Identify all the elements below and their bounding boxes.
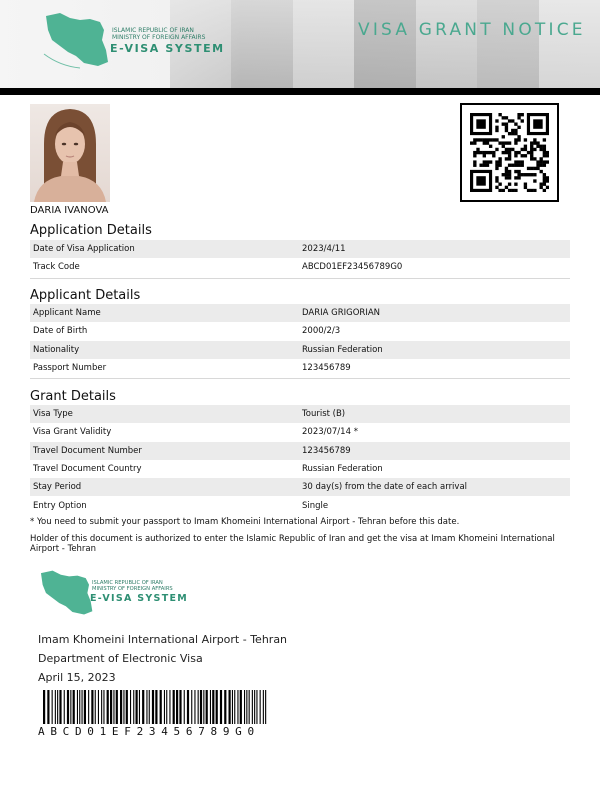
header-banner bbox=[0, 0, 600, 88]
barcode-icon bbox=[43, 690, 269, 724]
logo-ministry-text: MINISTRY OF FOREIGN AFFAIRS bbox=[92, 586, 173, 592]
row-value: Russian Federation bbox=[302, 464, 383, 475]
issue-date: April 15, 2023 bbox=[38, 671, 116, 684]
row-label: Track Code bbox=[33, 262, 80, 273]
note-authorization: Holder of this document is authorized to enter the Islamic Republic of Iran and get the visa at Imam Khomeini International Airport - Tehran bbox=[30, 534, 555, 554]
row-value: 2023/07/14 * bbox=[302, 427, 358, 438]
application-details-title: Application Details bbox=[30, 223, 152, 238]
issuer-department: Department of Electronic Visa bbox=[38, 652, 203, 665]
page-title: VISA GRANT NOTICE bbox=[358, 20, 586, 40]
row-value: ABCD01EF23456789G0 bbox=[302, 262, 403, 273]
iran-map-icon bbox=[40, 10, 110, 70]
barcode-text: ABCD01EF23456789G0 bbox=[38, 725, 260, 738]
table-row bbox=[30, 359, 570, 377]
evisa-logo-footer bbox=[36, 563, 196, 625]
row-label: Nationality bbox=[33, 344, 80, 355]
note-passport: * You need to submit your passport to Imam Khomeini International Airport - Tehran before this date. bbox=[30, 517, 460, 527]
row-value: DARIA GRIGORIAN bbox=[302, 308, 381, 319]
row-label: Entry Option bbox=[33, 500, 87, 511]
table-row bbox=[30, 423, 570, 441]
issuer-address: Imam Khomeini International Airport - Tehran bbox=[38, 633, 288, 646]
table-row bbox=[30, 258, 570, 276]
applicant-details-table bbox=[30, 304, 570, 379]
row-label: Visa Type bbox=[33, 409, 73, 420]
header-divider bbox=[0, 88, 600, 95]
grant-details-title: Grant Details bbox=[30, 389, 116, 404]
logo-system-text: E-VISA SYSTEM bbox=[90, 593, 189, 604]
row-label: Date of Visa Application bbox=[33, 244, 135, 255]
applicant-details-title: Applicant Details bbox=[30, 288, 141, 303]
row-label: Stay Period bbox=[33, 482, 82, 493]
row-value: Tourist (B) bbox=[302, 409, 346, 420]
row-label: Date of Birth bbox=[33, 326, 88, 337]
row-value: 2000/2/3 bbox=[302, 326, 341, 337]
table-row bbox=[30, 240, 570, 258]
table-row bbox=[30, 460, 570, 478]
row-label: Visa Grant Validity bbox=[33, 427, 112, 438]
notes bbox=[30, 517, 560, 561]
application-details-table bbox=[30, 240, 570, 279]
row-label: Travel Document Country bbox=[33, 464, 142, 475]
grant-details-table bbox=[30, 405, 570, 515]
logo-country-text: ISLAMIC REPUBLIC OF IRAN bbox=[112, 27, 194, 34]
table-row bbox=[30, 442, 570, 460]
qr-code bbox=[460, 103, 559, 202]
row-label: Applicant Name bbox=[33, 308, 101, 319]
table-row bbox=[30, 405, 570, 423]
row-label: Travel Document Number bbox=[33, 445, 142, 456]
holder-photo bbox=[30, 104, 110, 202]
iran-map-icon bbox=[36, 563, 94, 623]
logo-ministry-text: MINISTRY OF FOREIGN AFFAIRS bbox=[112, 34, 206, 41]
holder-name: DARIA IVANOVA bbox=[30, 205, 109, 216]
table-row bbox=[30, 478, 570, 496]
table-row bbox=[30, 341, 570, 359]
row-value: Russian Federation bbox=[302, 344, 383, 355]
row-value: 123456789 bbox=[302, 363, 351, 374]
table-row bbox=[30, 496, 570, 514]
table-row bbox=[30, 322, 570, 340]
row-value: 30 day(s) from the date of each arrival bbox=[302, 482, 468, 493]
row-value: 123456789 bbox=[302, 445, 351, 456]
qr-code-icon bbox=[470, 113, 549, 192]
row-value: Single bbox=[302, 500, 329, 511]
table-row bbox=[30, 304, 570, 322]
row-label: Passport Number bbox=[33, 363, 107, 374]
row-value: 2023/4/11 bbox=[302, 244, 346, 255]
logo-country-text: ISLAMIC REPUBLIC OF IRAN bbox=[92, 580, 163, 586]
evisa-logo bbox=[40, 10, 230, 80]
logo-system-text: E-VISA SYSTEM bbox=[110, 42, 225, 55]
